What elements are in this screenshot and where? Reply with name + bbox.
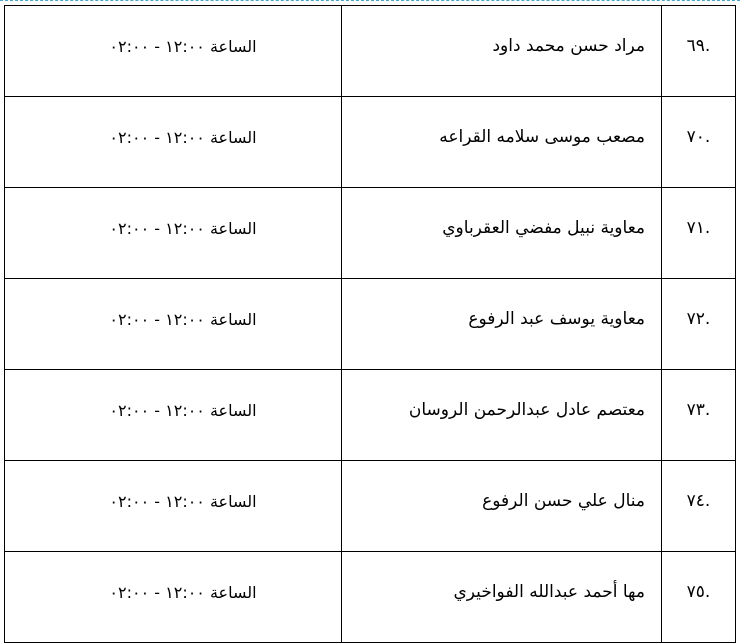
- table-row: [5, 552, 736, 643]
- student-name: مها أحمد عبدالله الفواخيري: [342, 552, 662, 643]
- row-number-cell: [662, 552, 736, 643]
- row-number-cell: [662, 279, 736, 370]
- row-number-cell: [662, 370, 736, 461]
- row-number: .٧٣: [686, 400, 711, 420]
- row-number: .٦٩: [686, 36, 711, 56]
- time-slot-cell: [5, 279, 342, 370]
- page-top-border: [0, 0, 740, 1]
- table-row: [5, 188, 736, 279]
- time-slot-cell: [5, 552, 342, 643]
- time-slot-cell: [5, 188, 342, 279]
- table-row: [5, 279, 736, 370]
- row-number-cell: [662, 97, 736, 188]
- time-slot-cell: [5, 97, 342, 188]
- row-number: .٧٥: [686, 582, 711, 602]
- row-number-cell: [662, 188, 736, 279]
- student-name: مراد حسن محمد داود: [342, 6, 662, 97]
- row-number: .٧٠: [686, 127, 711, 147]
- table-row: [5, 97, 736, 188]
- row-number: .٧٤: [686, 491, 711, 511]
- time-slot-cell: [5, 370, 342, 461]
- row-number-cell: [662, 6, 736, 97]
- table-row: [5, 6, 736, 97]
- time-slot: الساعة ١٢:٠٠ - ٠٢:٠٠: [109, 400, 257, 420]
- student-name: منال علي حسن الرفوع: [342, 461, 662, 552]
- time-slot: الساعة ١٢:٠٠ - ٠٢:٠٠: [109, 127, 257, 147]
- time-slot-cell: [5, 461, 342, 552]
- time-slot: الساعة ١٢:٠٠ - ٠٢:٠٠: [109, 491, 257, 511]
- time-slot-cell: [5, 6, 342, 97]
- student-name: معاوية يوسف عبد الرفوع: [342, 279, 662, 370]
- table-row: [5, 461, 736, 552]
- row-number-cell: [662, 461, 736, 552]
- schedule-table: [4, 5, 736, 643]
- time-slot: الساعة ١٢:٠٠ - ٠٢:٠٠: [109, 582, 257, 602]
- time-slot: الساعة ١٢:٠٠ - ٠٢:٠٠: [109, 218, 257, 238]
- row-number: .٧٢: [686, 309, 711, 329]
- time-slot: الساعة ١٢:٠٠ - ٠٢:٠٠: [109, 309, 257, 329]
- student-name: مصعب موسى سلامه القراعه: [342, 97, 662, 188]
- student-name: معتصم عادل عبدالرحمن الروسان: [342, 370, 662, 461]
- table-row: [5, 370, 736, 461]
- time-slot: الساعة ١٢:٠٠ - ٠٢:٠٠: [109, 36, 257, 56]
- row-number: .٧١: [686, 218, 711, 238]
- student-name: معاوية نبيل مفضي العقرباوي: [342, 188, 662, 279]
